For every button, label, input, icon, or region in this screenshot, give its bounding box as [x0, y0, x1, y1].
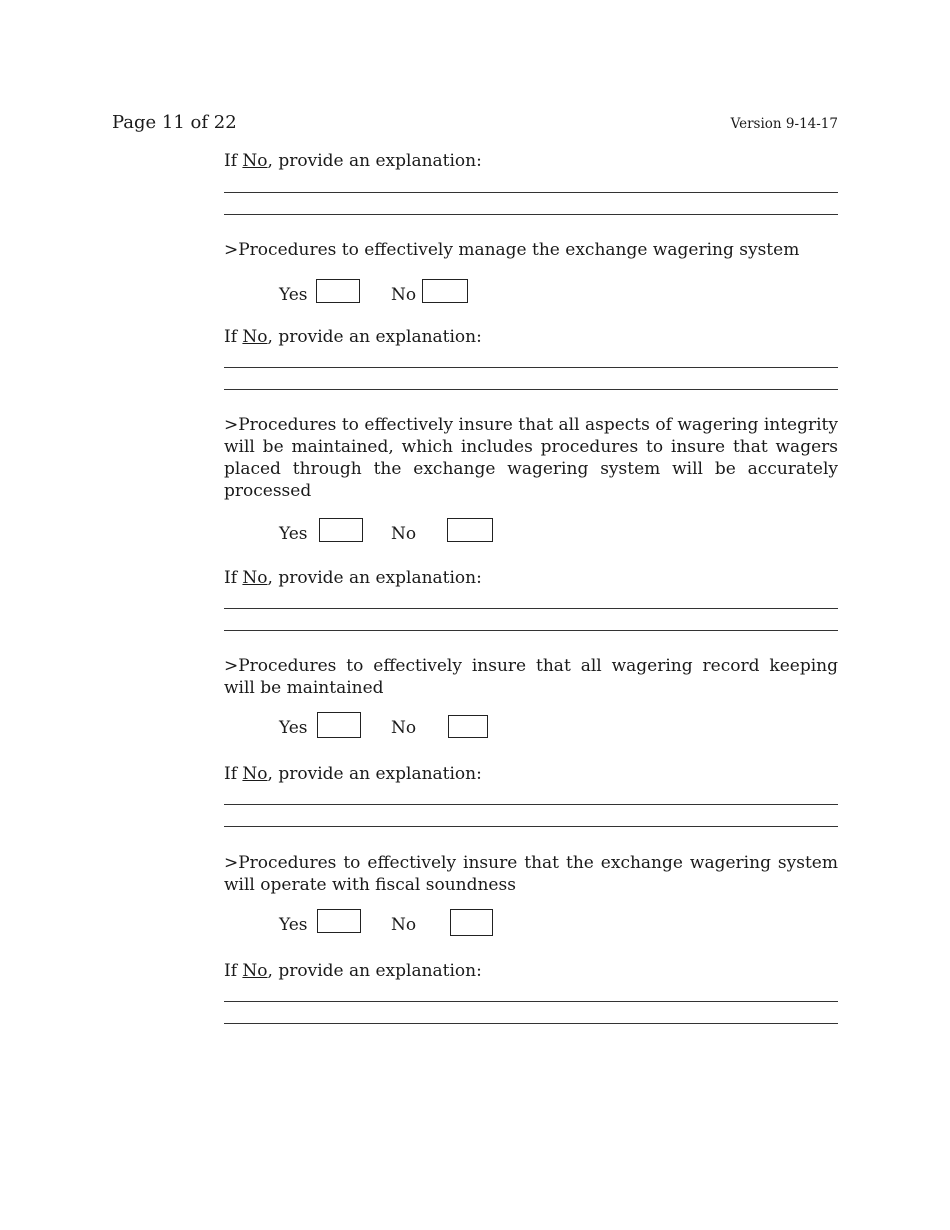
explanation-block	[224, 960, 838, 982]
page-number: Page 11 of 22	[112, 112, 237, 133]
question-text: >Procedures to effectively insure that all wagering record keeping will be maintained	[224, 656, 838, 698]
no-label: No	[391, 718, 417, 738]
no-label: No	[391, 915, 417, 935]
question-text: >Procedures to effectively insure that all aspects of wagering integrity will be maintained, which includes procedures to insure that wagers placed through the exchange wagering system will be accurately processed	[224, 415, 838, 501]
explanation-line[interactable]	[224, 1001, 838, 1002]
yes-checkbox[interactable]	[317, 909, 361, 933]
no-checkbox[interactable]	[448, 715, 488, 738]
no-label: No	[391, 524, 417, 544]
yes-checkbox[interactable]	[319, 518, 363, 542]
question-section	[224, 414, 838, 544]
explanation-line[interactable]	[224, 367, 838, 368]
no-checkbox[interactable]	[447, 518, 493, 542]
question-section	[224, 239, 838, 305]
explanation-block	[224, 326, 838, 348]
question-text: >Procedures to effectively manage the exchange wagering system	[224, 240, 800, 260]
explanation-label: If No, provide an explanation:	[224, 568, 482, 588]
question-section	[224, 852, 838, 935]
explanation-block	[224, 567, 838, 589]
explanation-line[interactable]	[224, 804, 838, 805]
yes-label: Yes	[279, 915, 308, 935]
no-label: No	[391, 285, 417, 305]
question-text: >Procedures to effectively insure that the exchange wagering system will operate with fiscal soundness	[224, 853, 838, 895]
yes-no-row	[224, 279, 838, 309]
yes-no-row	[224, 712, 838, 742]
yes-label: Yes	[279, 285, 308, 305]
explanation-line[interactable]	[224, 1023, 838, 1024]
explanation-line[interactable]	[224, 608, 838, 609]
yes-label: Yes	[279, 524, 308, 544]
explanation-label: If No, provide an explanation:	[224, 327, 482, 347]
no-checkbox[interactable]	[422, 279, 468, 303]
version-label: Version 9-14-17	[730, 116, 838, 132]
explanation-label: If No, provide an explanation:	[224, 961, 482, 981]
explanation-line[interactable]	[224, 389, 838, 390]
explanation-line[interactable]	[224, 192, 838, 193]
yes-no-row	[224, 909, 838, 939]
explanation-line[interactable]	[224, 214, 838, 215]
yes-label: Yes	[279, 718, 308, 738]
no-checkbox[interactable]	[450, 909, 493, 936]
explanation-label: If No, provide an explanation:	[224, 764, 482, 784]
yes-no-row	[224, 518, 838, 548]
yes-checkbox[interactable]	[316, 279, 360, 303]
explanation-block	[224, 763, 838, 785]
explanation-line[interactable]	[224, 826, 838, 827]
yes-checkbox[interactable]	[317, 712, 361, 738]
explanation-block	[224, 150, 838, 172]
explanation-label: If No, provide an explanation:	[224, 151, 482, 171]
question-section	[224, 655, 838, 738]
explanation-line[interactable]	[224, 630, 838, 631]
